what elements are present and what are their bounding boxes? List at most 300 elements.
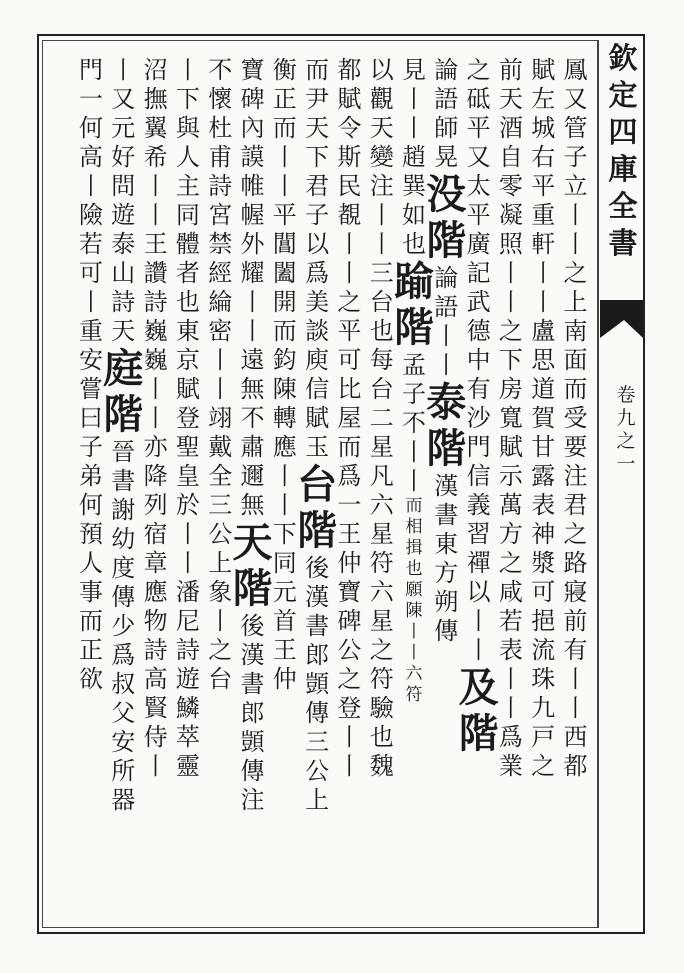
text-char: 陳 [405, 601, 423, 621]
text-char: 靈 [175, 752, 200, 780]
text-char: 首 [272, 607, 297, 635]
text-char: 方 [434, 559, 459, 587]
text-char: 三 [305, 728, 330, 756]
text-char: 者 [175, 259, 200, 287]
text-char: 丨 [272, 462, 297, 490]
text-char: 天 [369, 114, 394, 142]
text-char: 漢 [434, 472, 459, 500]
text-char: 象 [208, 578, 233, 606]
text-char: 宿 [143, 520, 168, 548]
text-char: 書 [240, 670, 265, 698]
text-char: 漢 [240, 641, 265, 669]
text-char: 丨 [466, 636, 491, 664]
headword-char: 庭 [103, 345, 144, 392]
text-char: 丨 [272, 172, 297, 200]
text-char: 預 [79, 520, 103, 548]
text-char: 聖 [175, 433, 200, 461]
text-char: 經 [208, 259, 233, 287]
headword-char: 階 [297, 507, 338, 554]
text-column [68, 56, 115, 694]
text-char: 懷 [208, 85, 233, 113]
text-char: 元 [111, 114, 136, 142]
text-char: 君 [563, 491, 588, 519]
text-char: 丨 [563, 230, 588, 258]
text-char: 書 [305, 612, 330, 640]
text-char: 也 [369, 723, 394, 751]
text-char: 度 [111, 554, 136, 582]
text-char: 王 [272, 636, 297, 664]
text-char: 之 [563, 520, 588, 548]
text-char: 寶 [240, 56, 265, 84]
text-char: 萃 [175, 723, 200, 751]
text-char: 丨 [143, 201, 168, 229]
text-char: 有 [466, 375, 491, 403]
text-char: 丨 [337, 259, 362, 287]
text-char: 事 [79, 578, 103, 606]
text-char: 與 [175, 114, 200, 142]
text-char: 變 [369, 143, 394, 171]
text-char: 業 [498, 752, 523, 780]
text-char: 凝 [498, 201, 523, 229]
text-char: 之 [337, 288, 362, 316]
text-char: 西 [563, 723, 588, 751]
text-char: 翊 [208, 404, 233, 432]
text-char: 顗 [305, 670, 330, 698]
title-char: 全 [608, 189, 638, 223]
text-char: 丨 [466, 607, 491, 635]
text-char: 丨 [175, 56, 200, 84]
text-char: 方 [498, 520, 523, 548]
text-char: 丨 [563, 201, 588, 229]
text-char: 閶 [272, 230, 297, 258]
text-char: 門 [466, 433, 491, 461]
text-char: 丨 [208, 346, 233, 374]
text-char: 丨 [143, 752, 168, 780]
text-char: 之 [337, 665, 362, 693]
text-char: 表 [498, 636, 523, 664]
text-char: 路 [563, 549, 588, 577]
text-char: 爲 [498, 723, 523, 751]
text-char: 寢 [563, 578, 588, 606]
volume-char: 卷 [616, 384, 636, 406]
text-char: 戸 [531, 723, 556, 751]
text-char: 禁 [208, 230, 233, 258]
text-char: 語 [434, 85, 459, 113]
text-char: 於 [175, 491, 200, 519]
text-char: 要 [563, 433, 588, 461]
text-char: 前 [563, 607, 588, 635]
text-char: 丨 [337, 230, 362, 258]
text-char: 丨 [498, 694, 523, 722]
text-char: 又 [563, 85, 588, 113]
text-char: 若 [79, 230, 103, 258]
text-char: 列 [143, 491, 168, 519]
text-char: 天 [498, 85, 523, 113]
text-char: 武 [466, 288, 491, 316]
text-char: 觀 [369, 85, 394, 113]
text-char: 碑 [240, 85, 265, 113]
text-char: 謝 [111, 496, 136, 524]
text-char: 人 [79, 549, 103, 577]
text-char: 賦 [531, 56, 556, 84]
text-char: 丨 [402, 438, 426, 466]
text-char: 驗 [369, 694, 394, 722]
text-char: 降 [143, 462, 168, 490]
headword-char: 没 [426, 171, 467, 218]
text-char: 安 [79, 346, 103, 374]
text-char: 中 [466, 346, 491, 374]
text-char: 朔 [434, 588, 459, 616]
text-char: 都 [337, 56, 362, 84]
text-char: 杜 [208, 114, 233, 142]
text-char: 讚 [143, 259, 168, 287]
text-char: 顗 [240, 728, 265, 756]
text-char: 主 [175, 172, 200, 200]
text-char: 以 [369, 56, 394, 84]
text-char: 丨 [337, 752, 362, 780]
text-char: 前 [498, 56, 523, 84]
headword-char: 階 [103, 391, 144, 438]
volume-char: 一 [616, 453, 636, 475]
text-char: 正 [272, 85, 297, 113]
text-char: 神 [531, 520, 556, 548]
text-char: 信 [305, 375, 330, 403]
text-char: 而 [563, 375, 588, 403]
text-char: 晉 [111, 438, 136, 466]
text-char: 星 [369, 607, 394, 635]
text-char: 習 [466, 520, 491, 548]
text-char: 九 [531, 694, 556, 722]
text-char: 巍 [143, 346, 168, 374]
text-char: 闔 [272, 259, 297, 287]
text-char: 下 [305, 143, 330, 171]
text-char: 丨 [272, 491, 297, 519]
text-char: 星 [369, 433, 394, 461]
text-char: 肅 [240, 433, 265, 461]
text-char: 轉 [272, 404, 297, 432]
text-char: 上 [305, 786, 330, 814]
text-char: 照 [498, 230, 523, 258]
text-char: 丨 [405, 622, 423, 642]
text-char: 義 [466, 491, 491, 519]
text-char: 同 [272, 549, 297, 577]
text-char: 郎 [305, 641, 330, 669]
text-char: 咸 [498, 578, 523, 606]
text-char: 皇 [175, 462, 200, 490]
text-char: 而 [79, 607, 103, 635]
text-char: 而 [337, 433, 362, 461]
text-char: 欲 [79, 665, 103, 693]
text-char: 開 [272, 288, 297, 316]
text-char: 幄 [240, 201, 265, 229]
text-char: 仲 [337, 549, 362, 577]
text-char: 之 [466, 56, 491, 84]
text-char: 砥 [466, 85, 491, 113]
text-char: 丨 [240, 288, 265, 316]
text-char: 何 [79, 114, 103, 142]
text-char: 傳 [434, 617, 459, 645]
text-char: 星 [369, 520, 394, 548]
text-char: 郎 [240, 699, 265, 727]
text-char: 有 [563, 636, 588, 664]
title-char: 書 [608, 226, 638, 260]
text-char: 丨 [337, 723, 362, 751]
text-char: 險 [79, 201, 103, 229]
text-char: 尼 [175, 607, 200, 635]
text-char: 台 [208, 665, 233, 693]
text-char: 京 [175, 346, 200, 374]
text-char: 挹 [531, 607, 556, 635]
text-char: 丨 [240, 317, 265, 345]
text-char: 希 [143, 143, 168, 171]
text-char: 外 [240, 230, 265, 258]
text-char: 珠 [531, 665, 556, 693]
text-char: 何 [79, 491, 103, 519]
text-char: 不 [402, 409, 426, 437]
text-char: 東 [434, 530, 459, 558]
text-char: 沼 [143, 56, 168, 84]
text-char: 晃 [434, 143, 459, 171]
text-char: 六 [369, 491, 394, 519]
text-char: 爲 [337, 462, 362, 490]
text-char: 子 [402, 380, 426, 408]
text-char: 玉 [305, 433, 330, 461]
text-char: 丨 [369, 201, 394, 229]
text-char: 而 [272, 317, 297, 345]
headword-char: 台 [297, 461, 338, 508]
text-char: 酒 [498, 114, 523, 142]
text-char: 上 [208, 549, 233, 577]
text-char: 叔 [111, 670, 136, 698]
text-char: 碑 [337, 607, 362, 635]
text-char: 問 [111, 172, 136, 200]
text-char: 也 [175, 288, 200, 316]
text-char: 公 [337, 636, 362, 664]
text-char: 寬 [498, 404, 523, 432]
text-char: 侍 [143, 723, 168, 751]
text-char: 自 [498, 143, 523, 171]
text-char: 帷 [240, 172, 265, 200]
text-char: 丨 [143, 172, 168, 200]
text-char: 六 [405, 664, 423, 684]
text-char: 賦 [498, 433, 523, 461]
title-char: 四 [608, 115, 638, 149]
text-char: 幼 [111, 525, 136, 553]
text-char: 丨 [402, 467, 426, 495]
text-char: 曰 [79, 404, 103, 432]
headword-char: 階 [458, 710, 499, 757]
text-char: 內 [240, 114, 265, 142]
text-char: 天 [111, 317, 136, 345]
text-char: 謨 [240, 143, 265, 171]
text-char: 丨 [531, 259, 556, 287]
title-char: 定 [608, 78, 638, 112]
text-char: 符 [405, 685, 423, 705]
text-char: 書 [111, 467, 136, 495]
text-char: 巍 [143, 317, 168, 345]
text-char: 丨 [79, 172, 103, 200]
text-char: 又 [111, 85, 136, 113]
headword-char: 階 [426, 425, 467, 472]
text-char: 而 [405, 496, 423, 516]
text-char: 不 [208, 56, 233, 84]
text-char: 丨 [111, 56, 136, 84]
text-char: 少 [111, 612, 136, 640]
text-char: 詩 [111, 288, 136, 316]
text-char: 詩 [143, 288, 168, 316]
text-char: 爲 [305, 259, 330, 287]
text-char: 賦 [175, 375, 200, 403]
text-char: 潘 [175, 578, 200, 606]
text-char: 信 [466, 462, 491, 490]
headword-char: 及 [458, 664, 499, 711]
text-char: 城 [531, 114, 556, 142]
text-char: 也 [369, 317, 394, 345]
text-char: 孟 [402, 351, 426, 379]
text-char: 道 [531, 375, 556, 403]
text-char: 詩 [143, 636, 168, 664]
text-char: 子 [79, 433, 103, 461]
text-char: 之 [531, 752, 556, 780]
text-char: 王 [337, 520, 362, 548]
text-char: 注 [563, 462, 588, 490]
text-char: 示 [498, 462, 523, 490]
text-char: 王 [143, 230, 168, 258]
text-char: 登 [337, 694, 362, 722]
text-char: 禪 [466, 549, 491, 577]
text-char: 戴 [208, 433, 233, 461]
text-char: 衡 [272, 56, 297, 84]
text-char: 丨 [402, 114, 426, 142]
text-char: 陳 [272, 375, 297, 403]
headword-char: 階 [394, 304, 434, 351]
text-char: 遊 [111, 201, 136, 229]
text-char: 也 [402, 230, 426, 258]
text-char: 應 [143, 578, 168, 606]
text-char: 正 [79, 636, 103, 664]
text-char: 三 [208, 491, 233, 519]
text-char: 丨 [498, 665, 523, 693]
text-char: 同 [175, 201, 200, 229]
text-char: 又 [466, 143, 491, 171]
text-char: 平 [337, 317, 362, 345]
text-char: 物 [143, 607, 168, 635]
text-char: 下 [498, 346, 523, 374]
text-char: 賦 [305, 404, 330, 432]
text-char: 可 [531, 578, 556, 606]
text-char: 可 [337, 346, 362, 374]
text-char: 沙 [466, 404, 491, 432]
text-char: 凡 [369, 462, 394, 490]
text-char: 符 [369, 549, 394, 577]
text-char: 萬 [498, 491, 523, 519]
text-char: 揖 [405, 538, 423, 558]
text-char: 見 [402, 56, 426, 84]
text-char: 天 [305, 114, 330, 142]
text-char: 不 [240, 404, 265, 432]
text-char: 君 [305, 172, 330, 200]
text-char: 平 [466, 114, 491, 142]
text-char: 翼 [143, 114, 168, 142]
text-char: 詩 [208, 172, 233, 200]
text-char: 所 [111, 757, 136, 785]
text-char: 丨 [208, 607, 233, 635]
text-char: 賀 [531, 404, 556, 432]
text-char: 亦 [143, 433, 168, 461]
text-char: 詩 [175, 636, 200, 664]
text-char: 零 [498, 172, 523, 200]
text-char: 相 [405, 517, 423, 537]
text-char: 盧 [531, 317, 556, 345]
text-char: 鈞 [272, 346, 297, 374]
headword-char: 泰 [426, 379, 467, 426]
text-char: 記 [466, 259, 491, 287]
text-char: 漿 [531, 549, 556, 577]
text-char: 後 [240, 612, 265, 640]
text-char: 甘 [531, 433, 556, 461]
text-char: 巽 [402, 172, 426, 200]
text-char: 以 [305, 230, 330, 258]
text-char: 鳳 [563, 56, 588, 84]
text-char: 丨 [498, 288, 523, 316]
text-char: 無 [240, 491, 265, 519]
text-char: 平 [272, 201, 297, 229]
text-char: 上 [563, 288, 588, 316]
text-char: 丨 [208, 375, 233, 403]
text-char: 子 [305, 201, 330, 229]
text-char: 賢 [143, 694, 168, 722]
text-char: 丨 [175, 549, 200, 577]
text-char: 尹 [305, 85, 330, 113]
text-char: 寶 [337, 578, 362, 606]
text-char: 丨 [402, 85, 426, 113]
text-char: 談 [305, 317, 330, 345]
text-char: 父 [111, 699, 136, 727]
text-char: 師 [434, 114, 459, 142]
fish-tail-mark [598, 298, 645, 342]
text-char: 每 [369, 346, 394, 374]
text-char: 邇 [240, 462, 265, 490]
text-char: 遠 [240, 346, 265, 374]
text-char: 好 [111, 143, 136, 171]
text-char: 傳 [111, 583, 136, 611]
text-char: 全 [208, 462, 233, 490]
volume-label [612, 384, 640, 476]
text-char: 趙 [402, 143, 426, 171]
text-char: 下 [175, 85, 200, 113]
text-char: 台 [369, 288, 394, 316]
text-char: 丨 [531, 288, 556, 316]
text-char: 丨 [434, 351, 459, 379]
volume-char: 之 [616, 430, 636, 452]
text-char: 丨 [175, 520, 200, 548]
text-char: 論 [434, 56, 459, 84]
title-char: 庫 [608, 152, 638, 186]
text-char: 斯 [337, 143, 362, 171]
text-char: 台 [369, 375, 394, 403]
text-char: 重 [531, 201, 556, 229]
text-char: 軒 [531, 230, 556, 258]
text-char: 密 [208, 317, 233, 345]
text-char: 露 [531, 462, 556, 490]
text-char: 體 [175, 230, 200, 258]
text-char: 丨 [143, 404, 168, 432]
text-char: 賦 [337, 85, 362, 113]
title-char: 欽 [608, 41, 638, 75]
text-char: 器 [111, 786, 136, 814]
text-char: 屋 [337, 404, 362, 432]
text-char: 子 [563, 143, 588, 171]
